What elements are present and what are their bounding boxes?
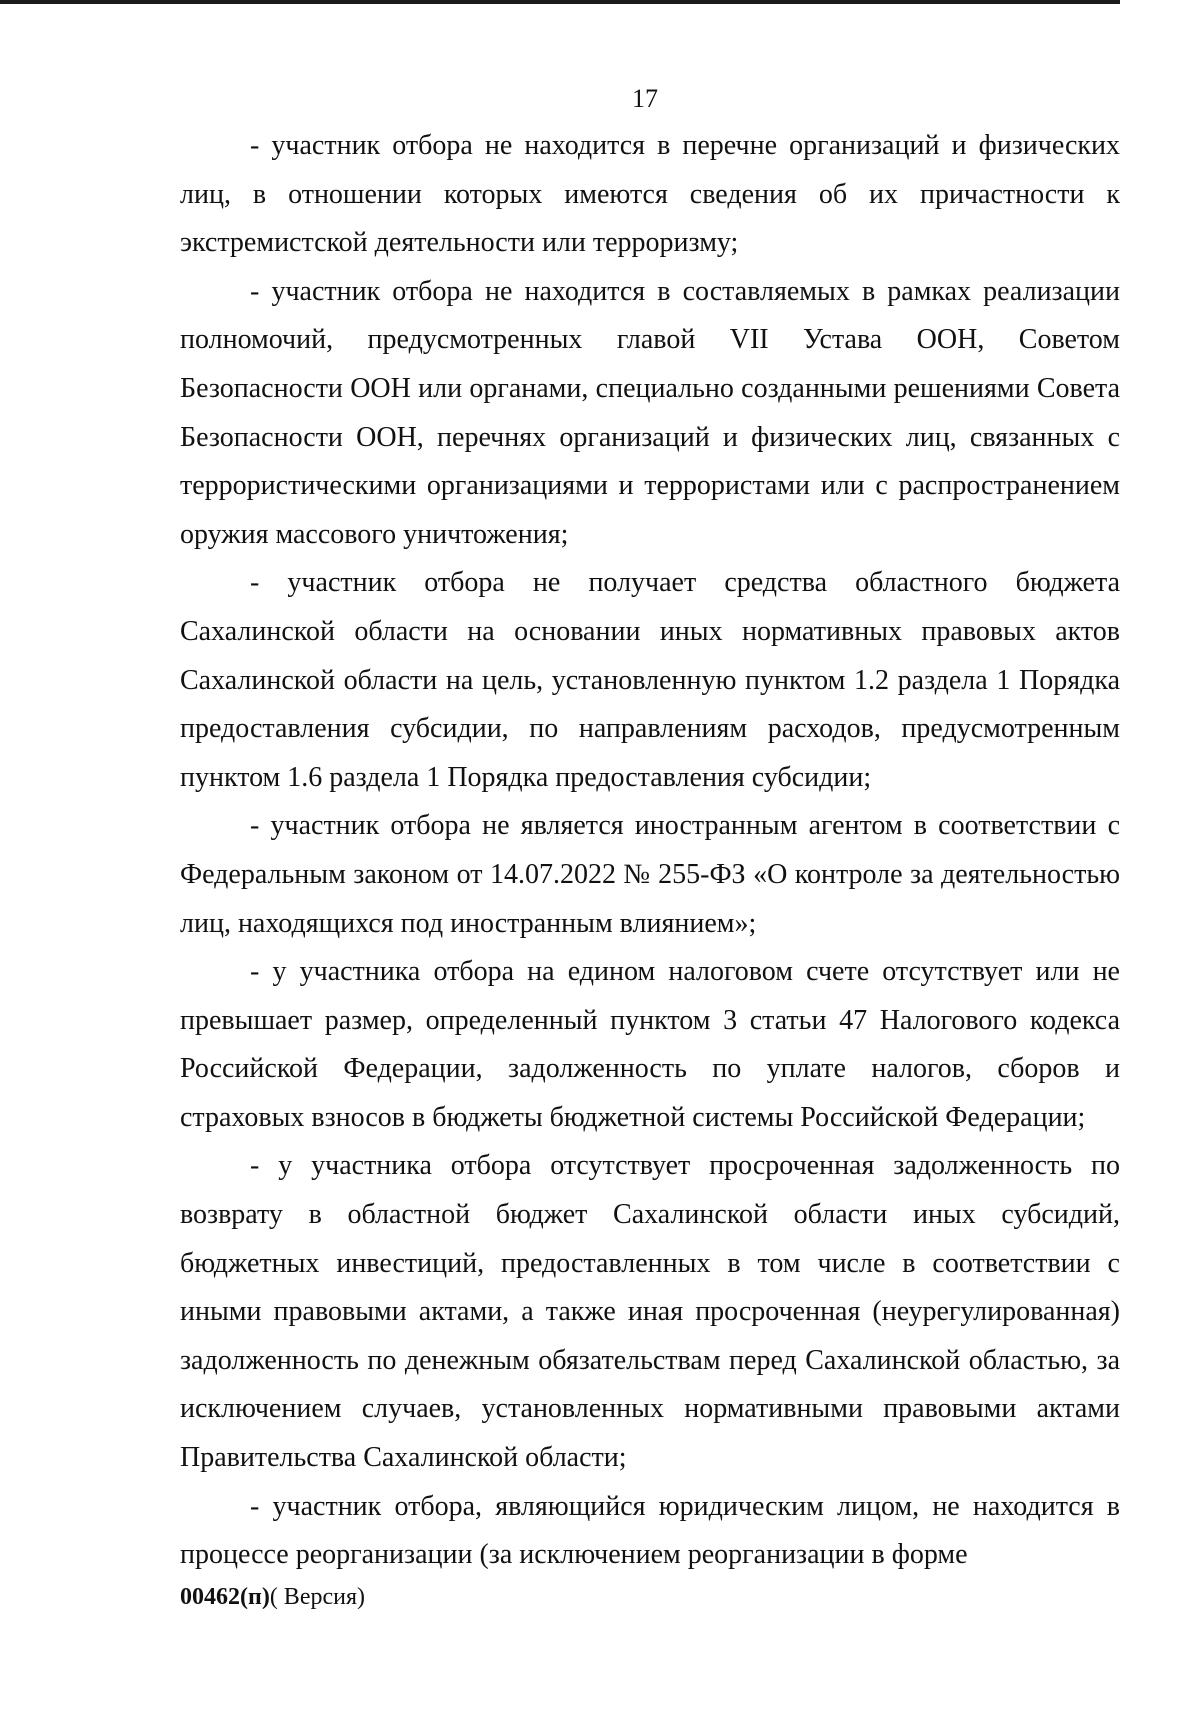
paragraph-overdue-debt: - у участника отбора отсутствует просроченная задолженность по возврату в областной бюджет Сахалинской области иных субсидий, бюджетных инвестиций, предоставленных в том числе в соответствии с иными правовыми актами, а также иная просроченная (неурегулированная) задолженность по денежным обязательствам перед Сахалинской областью, за исключением случаев, установленных нормативными правовыми актами Правительства Сахалинской области; — [180, 1150, 1120, 1474]
document-body — [180, 122, 1120, 1580]
paragraph-un-security-council-list: - участник отбора не находится в составляемых в рамках реализации полномочий, предусмотренных главой VII Устава ООН, Советом Безопасности ООН или органами, специально созданными решениями Совета Безопасности ООН, перечнях организаций и физических лиц, связанных с террористическими организациями и террористами или с распространением оружия массового уничтожения; — [180, 275, 1120, 550]
paragraph-not-foreign-agent: - участник отбора не является иностранным агентом в соответствии с Федеральным законом от 14.07.2022 № 255-ФЗ «О контроле за деятельностью лиц, находящихся под иностранным влиянием»; — [180, 810, 1120, 939]
paragraph-extremism-list: - участник отбора не находится в перечне организаций и физических лиц, в отношении которых имеются сведения об их причастности к экстремистской деятельности или терроризму; — [180, 130, 1120, 259]
document-version: ( Версия) — [269, 1584, 365, 1610]
paragraph-reorganization: - участник отбора, являющийся юридическим лицом, не находится в процессе реорганизации (за исключением реорганизации в форме — [180, 1490, 1120, 1571]
top-border-line — [0, 0, 1120, 4]
page-number: 17 — [632, 84, 658, 113]
document-footer — [180, 1584, 365, 1611]
paragraph-tax-account-debt: - у участника отбора на едином налоговом счете отсутствует или не превышает размер, определенный пунктом 3 статьи 47 Налогового кодекса Российской Федерации, задолженность по уплате налогов, сборов и страховых взносов в бюджеты бюджетной системы Российской Федерации; — [180, 956, 1120, 1133]
paragraph-no-regional-budget-funds: - участник отбора не получает средства областного бюджета Сахалинской области на основании иных нормативных правовых актов Сахалинской области на цель, установленную пунктом 1.2 раздела 1 Порядка предоставления субсидии, по направлениям расходов, предусмотренным пунктом 1.6 раздела 1 Порядка предоставления субсидии; — [180, 567, 1120, 793]
document-code: 00462(п) — [180, 1584, 270, 1610]
